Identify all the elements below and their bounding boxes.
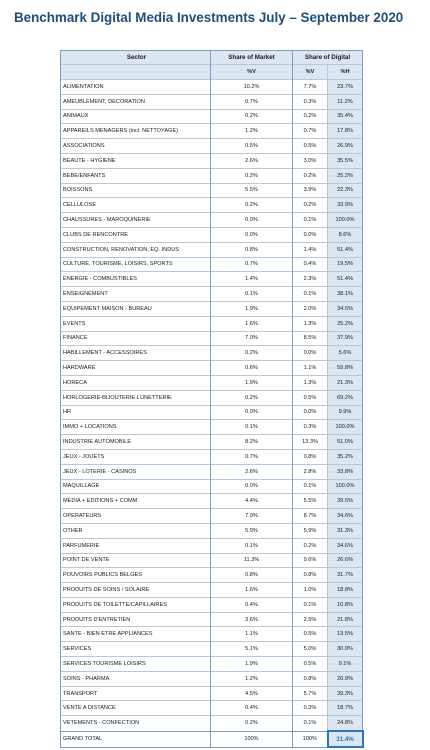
grand-total-digital-v: 100%	[293, 731, 328, 747]
table-row	[61, 242, 363, 257]
share-of-market-cell: 0.0%	[211, 479, 293, 494]
share-of-market-cell: 0.2%	[211, 716, 293, 731]
share-of-digital-v-cell: 3.0%	[293, 153, 328, 168]
table-row	[61, 316, 363, 331]
share-of-market-cell: 1.9%	[211, 657, 293, 672]
share-of-digital-h-cell: 9.9%	[328, 405, 363, 420]
share-of-market-cell: 3.6%	[211, 612, 293, 627]
sector-cell: ENERGIE - COMBUSTIBLES	[61, 272, 211, 287]
share-of-market-cell: 0.6%	[211, 361, 293, 376]
table-row	[61, 449, 363, 464]
share-of-market-cell: 0.2%	[211, 198, 293, 213]
share-of-market-cell: 1.6%	[211, 583, 293, 598]
share-of-digital-h-cell: 33.8%	[328, 464, 363, 479]
sector-cell: SERVICES	[61, 642, 211, 657]
share-of-digital-h-cell: 17.8%	[328, 124, 363, 139]
sector-cell: EQUIPEMENT MAISON - BUREAU	[61, 301, 211, 316]
sector-cell: FINANCE	[61, 331, 211, 346]
sector-cell: JEUX - LOTERIE - CASINOS	[61, 464, 211, 479]
share-of-market-cell: 0.1%	[211, 287, 293, 302]
sector-cell: BOISSONS	[61, 183, 211, 198]
table-row	[61, 257, 363, 272]
grand-total-digital-h: 31.4%	[328, 731, 363, 747]
share-of-digital-h-cell: 11.2%	[328, 94, 363, 109]
share-of-digital-h-cell: 35.5%	[328, 153, 363, 168]
share-of-digital-h-cell: 19.5%	[328, 257, 363, 272]
share-of-market-cell: 8.2%	[211, 435, 293, 450]
share-of-digital-h-cell: 37.9%	[328, 331, 363, 346]
table-row	[61, 405, 363, 420]
share-of-digital-v-cell: 0.4%	[293, 257, 328, 272]
share-of-digital-v-cell: 0.1%	[293, 479, 328, 494]
share-of-digital-h-cell: 100.0%	[328, 420, 363, 435]
sector-cell: TRANSPORT	[61, 686, 211, 701]
share-of-digital-v-cell: 2.0%	[293, 301, 328, 316]
share-of-digital-h-cell: 5.6%	[328, 346, 363, 361]
share-of-digital-v-cell: 13.3%	[293, 435, 328, 450]
sector-cell: CELLULOSE	[61, 198, 211, 213]
sector-cell: OTHER	[61, 523, 211, 538]
share-of-digital-v-cell: 9.6%	[293, 553, 328, 568]
table-row	[61, 509, 363, 524]
sector-cell: VETEMENTS - CONFECTION	[61, 716, 211, 731]
table-row	[61, 390, 363, 405]
share-of-market-cell: 0.7%	[211, 257, 293, 272]
share-of-digital-v-cell: 0.8%	[293, 568, 328, 583]
share-of-market-cell: 0.8%	[211, 242, 293, 257]
sector-cell: CONSTRUCTION, RENOVATION, EQ. INDUS	[61, 242, 211, 257]
share-of-digital-v-cell: 0.5%	[293, 657, 328, 672]
share-of-digital-h-cell: 21.3%	[328, 375, 363, 390]
share-of-digital-h-cell: 22.3%	[328, 183, 363, 198]
share-of-market-cell: 1.2%	[211, 671, 293, 686]
share-of-digital-h-cell: 38.1%	[328, 287, 363, 302]
share-of-market-cell: 0.1%	[211, 420, 293, 435]
share-of-digital-v-cell: 0.0%	[293, 227, 328, 242]
grand-total-row	[61, 731, 363, 747]
share-of-digital-v-cell: 0.2%	[293, 109, 328, 124]
share-of-digital-v-cell: 0.3%	[293, 94, 328, 109]
table-row	[61, 686, 363, 701]
sector-cell: ALIMENTATION	[61, 80, 211, 95]
table-row	[61, 642, 363, 657]
share-of-digital-v-cell: 5.0%	[293, 642, 328, 657]
table-row	[61, 213, 363, 228]
share-of-digital-h-cell: 51.0%	[328, 435, 363, 450]
share-of-digital-v-cell: 0.1%	[293, 716, 328, 731]
subheader-row	[61, 65, 363, 80]
share-of-digital-v-cell: 5.5%	[293, 494, 328, 509]
share-of-digital-v-cell: 8.7%	[293, 509, 328, 524]
sector-cell: ASSOCIATIONS	[61, 139, 211, 154]
sector-cell: POUVOIRS PUBLICS BELGES	[61, 568, 211, 583]
table-row	[61, 553, 363, 568]
share-of-digital-v-cell: 0.1%	[293, 597, 328, 612]
share-of-digital-h-cell: 59.8%	[328, 361, 363, 376]
table-row	[61, 612, 363, 627]
table-row	[61, 361, 363, 376]
share-of-digital-v-cell: 2.5%	[293, 612, 328, 627]
digital-percent-h-header: %H	[328, 65, 363, 80]
share-of-digital-v-cell: 0.7%	[293, 124, 328, 139]
table-row	[61, 479, 363, 494]
share-of-digital-h-cell: 35.2%	[328, 449, 363, 464]
sector-cell: ANIMAUX	[61, 109, 211, 124]
share-of-digital-h-cell: 20.9%	[328, 671, 363, 686]
share-of-market-cell: 0.2%	[211, 390, 293, 405]
sector-cell: MAQUILLAGE	[61, 479, 211, 494]
share-of-digital-v-cell: 0.8%	[293, 449, 328, 464]
sector-cell: INDUSTRIE AUTOMOBILE	[61, 435, 211, 450]
table-row	[61, 568, 363, 583]
table-row	[61, 153, 363, 168]
share-of-market-cell: 0.1%	[211, 538, 293, 553]
benchmark-table-container	[60, 50, 362, 748]
share-of-market-cell: 0.7%	[211, 449, 293, 464]
share-of-market-cell: 0.0%	[211, 213, 293, 228]
sector-cell: PRODUITS DE TOILETTE/CAPILLAIRES	[61, 597, 211, 612]
share-of-digital-v-cell: 0.2%	[293, 538, 328, 553]
share-of-digital-v-cell: 0.5%	[293, 627, 328, 642]
share-of-digital-h-cell: 31.3%	[328, 523, 363, 538]
table-row	[61, 168, 363, 183]
share-of-market-cell: 5.1%	[211, 642, 293, 657]
table-row	[61, 301, 363, 316]
share-of-digital-v-cell: 0.2%	[293, 168, 328, 183]
grand-total-label: GRAND TOTAL	[61, 731, 211, 747]
sector-cell: CLUBS DE RENCONTRE	[61, 227, 211, 242]
share-of-digital-header: Share of Digital	[293, 51, 363, 65]
share-of-market-cell: 4.5%	[211, 686, 293, 701]
share-of-market-cell: 1.9%	[211, 375, 293, 390]
share-of-digital-h-cell: 9.1%	[328, 657, 363, 672]
share-of-digital-v-cell: 0.0%	[293, 405, 328, 420]
share-of-digital-v-cell: 1.3%	[293, 375, 328, 390]
sector-cell: HARDWARE	[61, 361, 211, 376]
table-row	[61, 420, 363, 435]
share-of-market-cell: 7.0%	[211, 331, 293, 346]
share-of-digital-h-cell: 25.2%	[328, 168, 363, 183]
share-of-digital-v-cell: 0.1%	[293, 287, 328, 302]
share-of-digital-v-cell: 5.7%	[293, 686, 328, 701]
share-of-digital-h-cell: 23.7%	[328, 80, 363, 95]
share-of-digital-h-cell: 30.9%	[328, 642, 363, 657]
sector-cell: MEDIA + EDITIONS + COMM	[61, 494, 211, 509]
share-of-market-cell: 0.4%	[211, 701, 293, 716]
share-of-digital-v-cell: 0.3%	[293, 420, 328, 435]
share-of-market-cell: 7.9%	[211, 509, 293, 524]
share-of-market-cell: 4.4%	[211, 494, 293, 509]
sector-cell: SANTE - BIEN ETRE APPLIANCES	[61, 627, 211, 642]
share-of-digital-v-cell: 0.0%	[293, 346, 328, 361]
table-row	[61, 124, 363, 139]
share-of-digital-v-cell: 2.3%	[293, 272, 328, 287]
table-row	[61, 435, 363, 450]
table-row	[61, 716, 363, 731]
share-of-market-cell: 1.4%	[211, 272, 293, 287]
share-of-market-cell: 0.0%	[211, 227, 293, 242]
header-row	[61, 51, 363, 65]
share-of-digital-v-cell: 0.1%	[293, 213, 328, 228]
benchmark-table	[60, 50, 364, 748]
share-of-digital-h-cell: 51.4%	[328, 242, 363, 257]
share-of-market-cell: 11.3%	[211, 553, 293, 568]
table-row	[61, 80, 363, 95]
sector-cell: PARFUMERIE	[61, 538, 211, 553]
sector-cell: APPAREILS MENAGERS (incl. NETTOYAGE)	[61, 124, 211, 139]
table-row	[61, 671, 363, 686]
sector-cell: HABILLEMENT - ACCESSOIRES	[61, 346, 211, 361]
share-of-market-cell: 5.9%	[211, 523, 293, 538]
table-row	[61, 287, 363, 302]
sector-cell: POINT DE VENTE	[61, 553, 211, 568]
table-row	[61, 583, 363, 598]
share-of-digital-h-cell: 18.7%	[328, 701, 363, 716]
sector-cell: SOINS - PHARMA	[61, 671, 211, 686]
share-of-digital-v-cell: 1.3%	[293, 316, 328, 331]
sector-cell: CULTURE, TOURISME, LOISIRS, SPORTS	[61, 257, 211, 272]
sector-cell: PRODUITS DE SOINS / SOLAIRE	[61, 583, 211, 598]
share-of-digital-h-cell: 13.5%	[328, 627, 363, 642]
table-row	[61, 346, 363, 361]
table-row	[61, 272, 363, 287]
table-row	[61, 597, 363, 612]
share-of-market-cell: 10.2%	[211, 80, 293, 95]
share-of-digital-h-cell: 100.0%	[328, 479, 363, 494]
table-body	[61, 80, 363, 732]
table-row	[61, 331, 363, 346]
share-of-market-cell: 2.6%	[211, 464, 293, 479]
share-of-digital-v-cell: 3.9%	[293, 183, 328, 198]
table-row	[61, 494, 363, 509]
sector-cell: SERVICES TOURISME LOISIRS	[61, 657, 211, 672]
table-row	[61, 183, 363, 198]
share-of-market-cell: 0.2%	[211, 168, 293, 183]
share-of-digital-v-cell: 8.5%	[293, 331, 328, 346]
share-of-digital-h-cell: 100.0%	[328, 213, 363, 228]
table-row	[61, 227, 363, 242]
share-of-market-cell: 5.5%	[211, 183, 293, 198]
sector-cell: CHAUSSURES - MAROQUINERIE	[61, 213, 211, 228]
share-of-digital-h-cell: 18.8%	[328, 583, 363, 598]
share-of-digital-h-cell: 34.5%	[328, 301, 363, 316]
sector-cell: HORLOGERIE-BIJOUTERIE-LUNETTERIE	[61, 390, 211, 405]
share-of-digital-h-cell: 35.4%	[328, 109, 363, 124]
table-row	[61, 464, 363, 479]
share-of-digital-v-cell: 7.7%	[293, 80, 328, 95]
share-of-market-cell: 0.5%	[211, 139, 293, 154]
share-of-digital-h-cell: 24.8%	[328, 716, 363, 731]
share-of-digital-h-cell: 26.9%	[328, 139, 363, 154]
share-of-digital-v-cell: 2.8%	[293, 464, 328, 479]
share-of-digital-h-cell: 39.3%	[328, 686, 363, 701]
digital-percent-v-header: %V	[293, 65, 328, 80]
table-row	[61, 94, 363, 109]
market-percent-v-header: %V	[211, 65, 293, 80]
table-row	[61, 538, 363, 553]
share-of-digital-h-cell: 10.8%	[328, 597, 363, 612]
table-row	[61, 109, 363, 124]
sector-cell: VENTE A DISTANCE	[61, 701, 211, 716]
share-of-digital-v-cell: 0.3%	[293, 701, 328, 716]
share-of-market-cell: 2.6%	[211, 153, 293, 168]
share-of-digital-h-cell: 51.4%	[328, 272, 363, 287]
sector-subheader	[61, 65, 211, 80]
share-of-digital-v-cell: 1.0%	[293, 583, 328, 598]
sector-cell: BEAUTE - HYGIENE	[61, 153, 211, 168]
share-of-digital-v-cell: 1.1%	[293, 361, 328, 376]
table-row	[61, 375, 363, 390]
share-of-market-cell: 1.1%	[211, 627, 293, 642]
share-of-market-cell: 0.0%	[211, 405, 293, 420]
sector-cell: HORECA	[61, 375, 211, 390]
sector-cell: PRODUITS D'ENTRETIEN	[61, 612, 211, 627]
share-of-market-cell: 0.8%	[211, 568, 293, 583]
share-of-digital-h-cell: 26.6%	[328, 553, 363, 568]
share-of-digital-v-cell: 1.4%	[293, 242, 328, 257]
share-of-digital-h-cell: 39.5%	[328, 494, 363, 509]
share-of-digital-h-cell: 69.2%	[328, 390, 363, 405]
grand-total-market: 100%	[211, 731, 293, 747]
share-of-market-cell: 1.6%	[211, 316, 293, 331]
share-of-digital-h-cell: 25.2%	[328, 316, 363, 331]
sector-cell: IMMO + LOCATIONS	[61, 420, 211, 435]
share-of-digital-h-cell: 34.6%	[328, 509, 363, 524]
page-title: Benchmark Digital Media Investments July – September 2020	[14, 10, 404, 25]
sector-cell: AMEUBLEMENT, DECORATION	[61, 94, 211, 109]
sector-cell: EVENTS	[61, 316, 211, 331]
share-of-digital-h-cell: 31.7%	[328, 568, 363, 583]
sector-header: Sector	[61, 51, 211, 65]
share-of-market-cell: 1.9%	[211, 301, 293, 316]
table-row	[61, 701, 363, 716]
share-of-market-cell: 0.4%	[211, 597, 293, 612]
table-row	[61, 657, 363, 672]
sector-cell: JEUX - JOUETS	[61, 449, 211, 464]
share-of-digital-h-cell: 21.8%	[328, 612, 363, 627]
sector-cell: BEBE/ENFANTS	[61, 168, 211, 183]
share-of-market-cell: 1.2%	[211, 124, 293, 139]
share-of-market-cell: 0.2%	[211, 109, 293, 124]
share-of-digital-v-cell: 0.2%	[293, 198, 328, 213]
share-of-digital-h-cell: 8.6%	[328, 227, 363, 242]
share-of-digital-v-cell: 0.5%	[293, 390, 328, 405]
share-of-digital-h-cell: 34.6%	[328, 538, 363, 553]
share-of-digital-v-cell: 0.5%	[293, 139, 328, 154]
share-of-digital-v-cell: 5.9%	[293, 523, 328, 538]
sector-cell: HR	[61, 405, 211, 420]
share-of-digital-h-cell: 33.9%	[328, 198, 363, 213]
share-of-digital-v-cell: 0.8%	[293, 671, 328, 686]
table-row	[61, 627, 363, 642]
sector-cell: OPERATEURS	[61, 509, 211, 524]
table-row	[61, 139, 363, 154]
table-row	[61, 523, 363, 538]
table-row	[61, 198, 363, 213]
share-of-market-cell: 0.2%	[211, 346, 293, 361]
sector-cell: ENSEIGNEMENT	[61, 287, 211, 302]
share-of-market-cell: 0.7%	[211, 94, 293, 109]
share-of-market-header: Share of Market	[211, 51, 293, 65]
